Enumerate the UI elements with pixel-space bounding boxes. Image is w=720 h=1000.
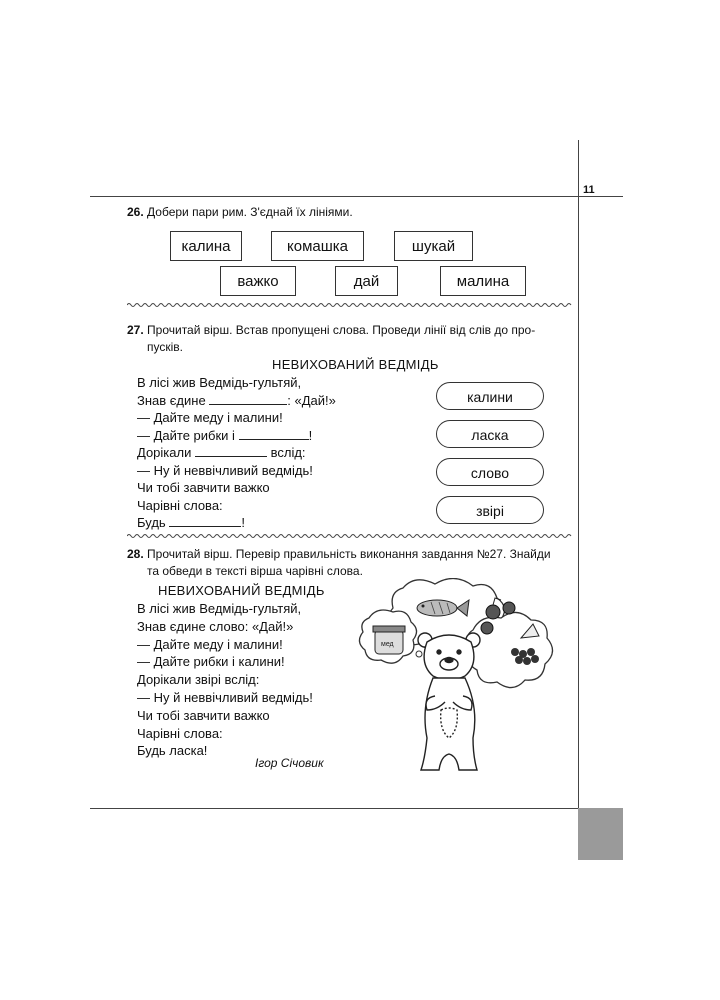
- bear-illustration: [355, 578, 570, 778]
- poem27-line: Будь !: [137, 515, 245, 530]
- task27-number: 27.: [127, 323, 144, 337]
- poem28-line: В лісі жив Ведмідь-гультяй,: [137, 601, 302, 616]
- rhyme-word-box[interactable]: дай: [335, 266, 398, 296]
- poem28-line: Знав єдине слово: «Дай!»: [137, 618, 294, 634]
- rhyme-word-box[interactable]: важко: [220, 266, 296, 296]
- bottom-rule: [90, 808, 578, 809]
- poem27-line: Дорікали вслід:: [137, 445, 306, 460]
- task27-instruction: [127, 322, 575, 356]
- poem27-line: — Дайте рибки і !: [137, 427, 313, 443]
- poem27: [137, 374, 336, 532]
- fill-blank[interactable]: [239, 427, 309, 440]
- rhyme-word-box[interactable]: комашка: [271, 231, 364, 261]
- task27-text-line2: пусків.: [147, 340, 183, 354]
- poem28: [137, 600, 313, 760]
- poem28-title: НЕВИХОВАНИЙ ВЕДМІДЬ: [158, 583, 325, 598]
- thought-cloud: [467, 612, 552, 687]
- fill-blank[interactable]: [195, 444, 267, 457]
- task28-text-line2: та обведи в тексті вірша чарівні слова.: [147, 564, 363, 578]
- poem27-title: НЕВИХОВАНИЙ ВЕДМІДЬ: [272, 357, 439, 372]
- task27-text-line1: Прочитай вірш. Встав пропущені слова. Проведи лінії від слів до про-: [147, 323, 536, 337]
- task26-number: 26.: [127, 205, 144, 219]
- page-number: 11: [583, 184, 595, 196]
- task28-instruction: [127, 546, 575, 580]
- poem27-line: — Ну й неввічливий ведмідь!: [137, 462, 313, 478]
- poem27-line: В лісі жив Ведмідь-гультяй,: [137, 375, 302, 390]
- task28-text-line1: Прочитай вірш. Перевір правильність виконання завдання №27. Знайди: [147, 547, 551, 561]
- top-rule: [90, 196, 623, 197]
- poem-author: Ігор Січовик: [255, 756, 324, 770]
- right-margin-rule: [578, 140, 579, 860]
- rhyme-word-box[interactable]: шукай: [394, 231, 473, 261]
- gray-corner-tab: [578, 808, 623, 860]
- poem28-line: Будь ласка!: [137, 743, 208, 759]
- bear-icon: [418, 633, 480, 770]
- poem28-line: — Дайте меду і малини!: [137, 636, 283, 652]
- answer-option[interactable]: ласка: [436, 420, 544, 448]
- poem28-line: Чарівні слова:: [137, 725, 223, 741]
- honey-jar-icon: [373, 626, 405, 654]
- answer-option[interactable]: слово: [436, 458, 544, 486]
- task26-text: Добери пари рим. З'єднай їх лініями.: [147, 205, 353, 219]
- fill-blank[interactable]: [169, 514, 241, 527]
- poem27-line: Знав єдине : «Дай!»: [137, 392, 336, 408]
- wavy-divider: [127, 533, 572, 539]
- honey-label: мед: [381, 641, 394, 648]
- answer-option[interactable]: звірі: [436, 496, 544, 524]
- task28-number: 28.: [127, 547, 144, 561]
- wavy-divider: [127, 302, 572, 308]
- poem27-line: — Дайте меду і малини!: [137, 410, 283, 425]
- answer-option[interactable]: калини: [436, 382, 544, 410]
- poem28-line: — Ну й неввічливий ведмідь!: [137, 689, 313, 705]
- rhyme-word-box[interactable]: калина: [170, 231, 242, 261]
- poem28-line: Чи тобі завчити важко: [137, 707, 270, 723]
- poem27-line: Чарівні слова:: [137, 497, 223, 513]
- poem28-line: Дорікали звірі вслід:: [137, 672, 260, 688]
- poem27-line: Чи тобі завчити важко: [137, 480, 270, 495]
- rhyme-word-box[interactable]: малина: [440, 266, 526, 296]
- poem28-line: — Дайте рибки і калини!: [137, 654, 285, 670]
- task26-instruction: [127, 204, 575, 221]
- fill-blank[interactable]: [209, 392, 287, 405]
